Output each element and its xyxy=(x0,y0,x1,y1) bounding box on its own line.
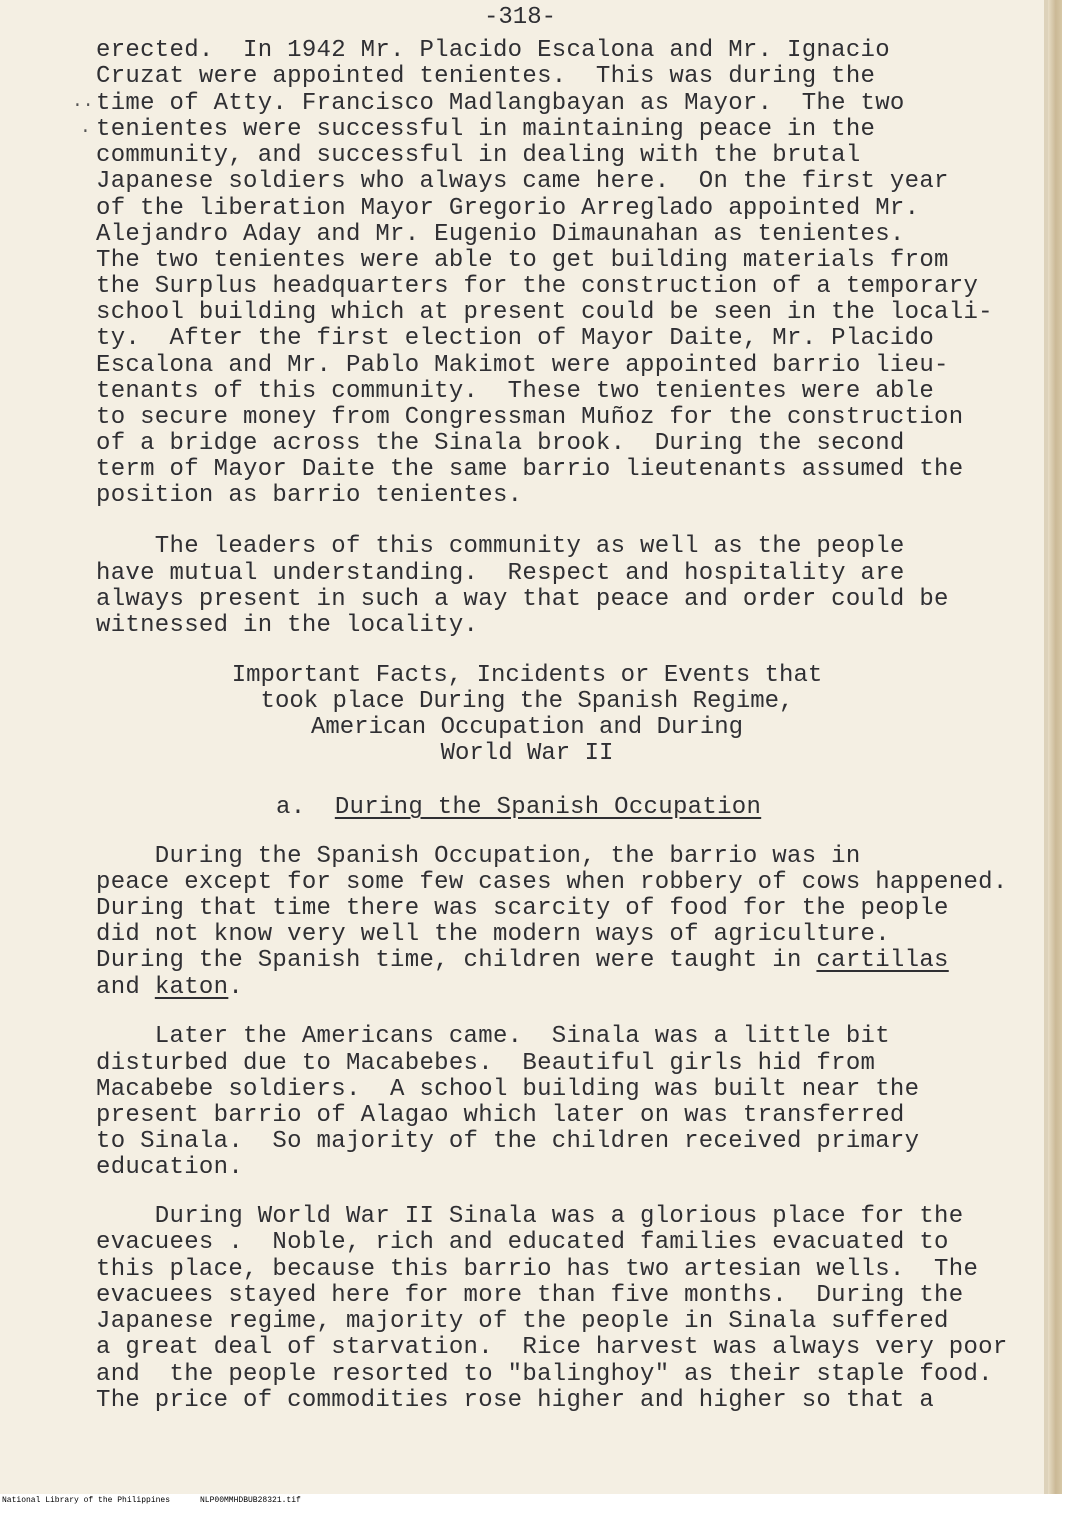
text-line: tenants of this community. These two tenientes were able xyxy=(96,378,935,405)
text-line: witnessed in the locality. xyxy=(96,612,479,639)
page-number: -318- xyxy=(483,4,556,31)
text-line: tenientes were successful in maintaining peace in the xyxy=(96,116,876,143)
text-line: term of Mayor Daite the same barrio lieutenants assumed the xyxy=(96,456,964,483)
text-line: have mutual understanding. Respect and hospitality are xyxy=(96,560,905,587)
text-line: peace except for some few cases when robbery of cows happened. xyxy=(96,869,1008,896)
text-span: . xyxy=(228,974,244,1001)
text-line: did not know very well the modern ways of agriculture. xyxy=(96,921,890,948)
text-line: position as barrio tenientes. xyxy=(96,482,523,509)
heading-line: Important Facts, Incidents or Events that xyxy=(231,662,823,689)
heading-line: took place During the Spanish Regime, xyxy=(260,688,794,715)
text-line: Japanese soldiers who always came here. On the first year xyxy=(96,168,949,195)
text-line xyxy=(96,947,949,975)
text-line: The leaders of this community as well as the people xyxy=(96,533,905,560)
footer-source: National Library of the Philippines xyxy=(2,1496,171,1505)
subheading-letter: a. xyxy=(276,794,306,821)
text-line: ty. After the first election of Mayor Daite, Mr. Placido xyxy=(96,325,935,352)
text-line: evacuees . Noble, rich and educated families evacuated to xyxy=(96,1229,949,1256)
text-line: erected. In 1942 Mr. Placido Escalona and Mr. Ignacio xyxy=(96,37,890,64)
text-line: Alejandro Aday and Mr. Eugenio Dimaunahan as tenientes. xyxy=(96,221,905,248)
text-line: time of Atty. Francisco Madlangbayan as Mayor. The two xyxy=(96,90,905,117)
text-line: Later the Americans came. Sinala was a little bit xyxy=(96,1023,890,1050)
text-line: disturbed due to Macabebes. Beautiful girls hid from xyxy=(96,1050,876,1077)
text-line: Japanese regime, majority of the people in Sinala suffered xyxy=(96,1308,949,1335)
text-line: of the liberation Mayor Gregorio Arreglado appointed Mr. xyxy=(96,195,920,222)
subheading xyxy=(276,794,761,822)
text-line: present barrio of Alagao which later on was transferred xyxy=(96,1102,905,1129)
text-line: and the people resorted to "balinghoy" as their staple food. xyxy=(96,1361,993,1388)
text-line: community, and successful in dealing with the brutal xyxy=(96,142,861,169)
text-line: Macabebe soldiers. A school building was built near the xyxy=(96,1076,920,1103)
scan-footer xyxy=(0,1494,1066,1508)
text-line: the Surplus headquarters for the construction of a temporary xyxy=(96,273,979,300)
text-line: Escalona and Mr. Pablo Makimot were appointed barrio lieu- xyxy=(96,352,949,379)
text-line: of a bridge across the Sinala brook. During the second xyxy=(96,430,905,457)
text-line: education. xyxy=(96,1154,244,1181)
subheading-title: During the Spanish Occupation xyxy=(334,794,762,821)
heading-line: World War II xyxy=(440,740,614,767)
margin-mark: · xyxy=(80,122,91,142)
text-line: During World War II Sinala was a glorious place for the xyxy=(96,1203,964,1230)
text-line: this place, because this barrio has two artesian wells. The xyxy=(96,1256,979,1283)
text-line: Cruzat were appointed tenientes. This was during the xyxy=(96,63,876,90)
text-line: always present in such a way that peace and order could be xyxy=(96,586,949,613)
text-line: The price of commodities rose higher and higher so that a xyxy=(96,1387,935,1414)
heading-line: American Occupation and During xyxy=(310,714,744,741)
footer-filename: NLP00MMHDBUB28321.tif xyxy=(200,1496,301,1505)
text-line: school building which at present could be seen in the locali- xyxy=(96,299,993,326)
text-span: and xyxy=(96,974,155,1001)
margin-mark: ·· xyxy=(72,96,94,116)
text-line: to secure money from Congressman Muñoz for the construction xyxy=(96,404,964,431)
text-line: to Sinala. So majority of the children received primary xyxy=(96,1128,920,1155)
text-span: During the Spanish time, children were taught in xyxy=(96,947,817,974)
text-line: During the Spanish Occupation, the barrio was in xyxy=(96,843,861,870)
underlined-word: katon xyxy=(154,974,229,1001)
text-line: During that time there was scarcity of food for the people xyxy=(96,895,949,922)
text-line: a great deal of starvation. Rice harvest was always very poor xyxy=(96,1334,1008,1361)
text-line: The two tenientes were able to get building materials from xyxy=(96,247,949,274)
text-line xyxy=(96,974,243,1002)
underlined-word: cartillas xyxy=(816,947,949,974)
text-line: evacuees stayed here for more than five months. During the xyxy=(96,1282,964,1309)
